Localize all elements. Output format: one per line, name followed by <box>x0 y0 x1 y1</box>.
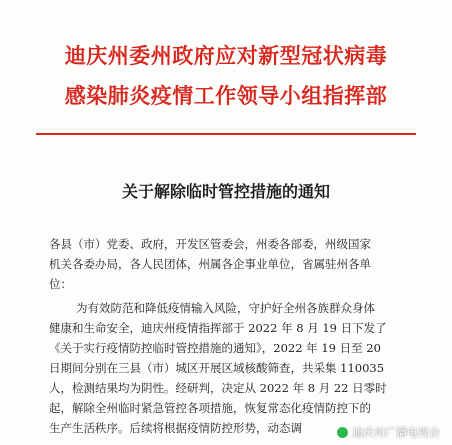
addressee-line: 机关各委办局，各人民团体，州属各企事业单位，省属驻州各单 <box>49 257 371 271</box>
body-line: 生产生活秩序。后续将根据疫情防控形势，动态调 <box>49 421 302 435</box>
body-line: 为有效防范和降低疫情输入风险，守护好全州各族群众身体 <box>76 301 375 315</box>
wechat-channel-icon <box>336 426 349 439</box>
red-divider <box>36 133 416 135</box>
body-line: 日期间分别在三县（市）城区开展区域核酸筛查，共采集 110035 <box>49 361 385 375</box>
header-line-1: 迪庆州委州政府应对新型冠状病毒 <box>64 43 388 68</box>
header-line-2: 感染肺炎疫情工作领导小组指挥部 <box>64 83 388 108</box>
body-line: 起，解除全州临时紧急管控各项措施，恢复常态化疫情防控下的 <box>49 401 371 415</box>
watermark-text: 迪庆州广播电视台 <box>352 426 440 439</box>
notice-title: 关于解除临时管控措施的通知 <box>121 182 330 201</box>
body-line: 健康和生命安全，迪庆州疫情指挥部于 2022 年 8 月 19 日下发了 <box>49 321 387 335</box>
addressee-line: 位： <box>49 277 72 291</box>
body-line: 人，检测结果均为阴性。经研判，决定从 2022 年 8 月 22 日零时 <box>49 381 387 395</box>
addressee-line: 各县（市）党委、政府，开发区管委会，州委各部委，州级国家 <box>49 237 371 251</box>
body-line: 《关于实行疫情防控临时管控措施的通知》，2022 年 19 日至 20 <box>49 341 381 355</box>
channel-watermark <box>336 424 440 440</box>
